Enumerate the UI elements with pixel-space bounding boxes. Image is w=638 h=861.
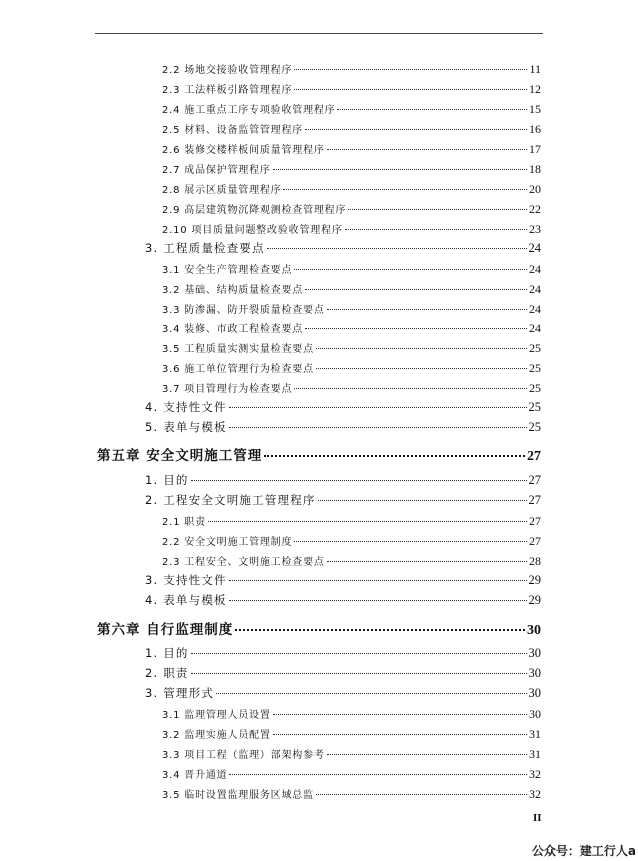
dot-leader xyxy=(316,794,527,795)
toc-entry-3-1[interactable] xyxy=(162,706,541,722)
dot-leader xyxy=(305,328,527,329)
dot-leader xyxy=(267,248,527,249)
toc-page-number: 24 xyxy=(529,282,541,296)
toc-entry-label: 第五章 安全文明施工管理 xyxy=(97,448,263,464)
toc-entry-label: 3. 管理形式 xyxy=(145,686,215,700)
toc-entry-label: 3.3 项目工程（监理）部架构参考 xyxy=(162,750,325,761)
toc-entry-1[interactable] xyxy=(145,645,541,661)
dot-leader xyxy=(294,541,527,542)
dot-leader xyxy=(191,480,527,481)
dot-leader xyxy=(294,69,527,70)
toc-page-number: 31 xyxy=(529,747,541,761)
toc-entry-label: 3.6 施工单位管理行为检查要点 xyxy=(162,364,314,375)
toc-entry-2-2[interactable] xyxy=(162,61,541,77)
toc-page-number: 24 xyxy=(529,262,541,276)
dot-leader xyxy=(294,89,527,90)
toc-entry-label: 2.2 场地交接验收管理程序 xyxy=(162,65,293,76)
toc-entry-label: 3.4 装修、市政工程检查要点 xyxy=(162,324,304,335)
toc-entry-label: 2.5 材料、设备监管管理程序 xyxy=(162,125,304,136)
toc-entry-label: 第六章 自行监理制度 xyxy=(97,622,234,638)
toc-page-number: 11 xyxy=(529,62,541,76)
toc-page-number: 29 xyxy=(528,573,541,587)
toc-page-number: 20 xyxy=(529,182,541,196)
toc-entry-3-4[interactable] xyxy=(162,766,541,782)
dot-leader xyxy=(191,673,527,674)
toc-entry-label: 2. 工程安全文明施工管理程序 xyxy=(145,493,316,507)
toc-entry-label: 3.5 临时设置监理服务区域总监 xyxy=(162,790,314,801)
toc-page-number: 27 xyxy=(528,473,541,487)
toc-page-number: 25 xyxy=(529,381,541,395)
toc-page-number: 30 xyxy=(528,666,541,680)
toc-entry-4[interactable] xyxy=(145,592,541,608)
toc-entry-label: 2.3 工程安全、文明施工检查要点 xyxy=(162,557,325,568)
dot-leader xyxy=(273,734,527,735)
toc-page-number: 17 xyxy=(529,142,541,156)
toc-entry-label: 3.4 晋升通道 xyxy=(162,770,228,781)
header-rule xyxy=(95,33,543,34)
dot-leader xyxy=(229,427,527,428)
toc-entry-label: 3.3 防渗漏、防开裂质量检查要点 xyxy=(162,305,325,316)
toc-entry-3-3[interactable] xyxy=(162,746,541,762)
dot-leader xyxy=(294,388,527,389)
toc-entry-5[interactable] xyxy=(145,419,541,435)
toc-page-number: 30 xyxy=(529,707,541,721)
toc-entry-label: 2.6 装修交楼样板间质量管理程序 xyxy=(162,145,325,156)
toc-chapter-6[interactable] xyxy=(97,618,541,639)
toc-page-number: 27 xyxy=(527,449,541,464)
dot-leader xyxy=(316,348,527,349)
toc-entry-label: 2.10 项目质量问题整改验收管理程序 xyxy=(162,225,343,236)
dot-leader xyxy=(191,653,527,654)
toc-chapter-5[interactable] xyxy=(97,444,541,465)
toc-entry-label: 3.1 监理管理人员设置 xyxy=(162,710,271,721)
toc-page-number: 32 xyxy=(529,787,541,801)
toc-entry-4[interactable] xyxy=(145,399,541,415)
toc-entry-2-7[interactable] xyxy=(162,161,541,177)
toc-page-number: 27 xyxy=(529,514,541,528)
watermark: 公众号：建工行人a xyxy=(531,844,636,858)
dot-leader xyxy=(273,169,527,170)
toc-entry-3-3[interactable] xyxy=(162,301,541,317)
toc-page-number: 32 xyxy=(529,767,541,781)
toc-entry-3-2[interactable] xyxy=(162,281,541,297)
toc-entry-3-7[interactable] xyxy=(162,380,541,396)
toc-page-number: 24 xyxy=(529,302,541,316)
toc-entry-2[interactable] xyxy=(145,492,541,508)
toc-page-number: 30 xyxy=(528,686,541,700)
dot-leader xyxy=(229,580,527,581)
toc-page-number: 25 xyxy=(528,420,541,434)
toc-entry-label: 5. 表单与模板 xyxy=(145,420,227,434)
dot-leader xyxy=(327,309,527,310)
toc-entry-2-2[interactable] xyxy=(162,533,541,549)
toc-entry-2-4[interactable] xyxy=(162,101,541,117)
toc-entry-label: 2.9 高层建筑物沉降观测检查管理程序 xyxy=(162,205,347,216)
toc-entry-label: 3. 支持性文件 xyxy=(145,573,227,587)
dot-leader xyxy=(229,774,527,775)
dot-leader xyxy=(348,209,527,210)
toc-entry-3-2[interactable] xyxy=(162,726,541,742)
toc-entry-2[interactable] xyxy=(145,665,541,681)
dot-leader xyxy=(318,500,527,501)
dot-leader xyxy=(264,455,525,457)
page-number-roman: II xyxy=(533,812,542,824)
toc-entry-label: 4. 支持性文件 xyxy=(145,400,227,414)
toc-entry-2-10[interactable] xyxy=(162,221,541,237)
dot-leader xyxy=(316,368,527,369)
toc-page-number: 28 xyxy=(529,554,541,568)
toc-page-number: 31 xyxy=(529,727,541,741)
toc-page-number: 22 xyxy=(529,202,541,216)
toc-entry-3[interactable] xyxy=(145,240,541,256)
dot-leader xyxy=(327,561,527,562)
toc-page-number: 25 xyxy=(529,361,541,375)
toc-entry-label: 3.2 基础、结构质量检查要点 xyxy=(162,285,304,296)
dot-leader xyxy=(229,407,527,408)
toc-entry-label: 3.1 安全生产管理检查要点 xyxy=(162,265,293,276)
toc-entry-3-5[interactable] xyxy=(162,340,541,356)
toc-entry-1[interactable] xyxy=(145,472,541,488)
toc-entry-3[interactable] xyxy=(145,685,541,701)
dot-leader xyxy=(327,754,527,755)
toc-page-number: 16 xyxy=(529,122,541,136)
toc-entry-label: 2.1 职责 xyxy=(162,517,206,528)
toc-entry-label: 2. 职责 xyxy=(145,666,189,680)
toc-page-number: 30 xyxy=(527,623,541,638)
toc-page-number: 25 xyxy=(529,341,541,355)
toc-entry-2-9[interactable] xyxy=(162,201,541,217)
toc-entry-3-5[interactable] xyxy=(162,786,541,802)
toc-page-number: 27 xyxy=(528,493,541,507)
toc-entry-3-4[interactable] xyxy=(162,320,541,336)
toc-entry-label: 2.2 安全文明施工管理制度 xyxy=(162,537,293,548)
toc-entry-label: 2.4 施工重点工序专项验收管理程序 xyxy=(162,105,336,116)
toc-entry-2-1[interactable] xyxy=(162,513,541,529)
dot-leader xyxy=(327,149,527,150)
dot-leader xyxy=(337,109,527,110)
dot-leader xyxy=(208,521,527,522)
dot-leader xyxy=(345,229,527,230)
dot-leader xyxy=(294,269,527,270)
toc-entry-2-3[interactable] xyxy=(162,553,541,569)
toc-entry-label: 2.3 工法样板引路管理程序 xyxy=(162,85,293,96)
toc-page-number: 29 xyxy=(528,593,541,607)
dot-leader xyxy=(273,714,527,715)
dot-leader xyxy=(235,629,525,631)
toc-page-number: 24 xyxy=(528,241,541,255)
dot-leader xyxy=(305,289,527,290)
toc-entry-label: 3.5 工程质量实测实量检查要点 xyxy=(162,344,314,355)
toc-entry-label: 2.8 展示区质量管理程序 xyxy=(162,185,282,196)
toc-page-number: 23 xyxy=(529,222,541,236)
dot-leader xyxy=(216,693,526,694)
toc-entry-label: 2.7 成品保护管理程序 xyxy=(162,165,271,176)
toc-page-number: 27 xyxy=(529,534,541,548)
toc-page-number: 12 xyxy=(529,82,541,96)
toc-entry-3-6[interactable] xyxy=(162,360,541,376)
toc-page-number: 15 xyxy=(529,102,541,116)
toc-page-number: 18 xyxy=(529,162,541,176)
toc-entry-label: 4. 表单与模板 xyxy=(145,593,227,607)
toc-entry-label: 3. 工程质量检查要点 xyxy=(145,241,265,255)
toc-entry-3[interactable] xyxy=(145,572,541,588)
dot-leader xyxy=(229,600,527,601)
toc-entry-2-6[interactable] xyxy=(162,141,541,157)
dot-leader xyxy=(283,189,527,190)
toc-entry-2-5[interactable] xyxy=(162,121,541,137)
toc-entry-label: 1. 目的 xyxy=(145,473,189,487)
toc-page-number: 24 xyxy=(529,321,541,335)
toc-entry-2-3[interactable] xyxy=(162,81,541,97)
toc-entry-2-8[interactable] xyxy=(162,181,541,197)
toc-entry-label: 3.7 项目管理行为检查要点 xyxy=(162,384,293,395)
toc-entry-3-1[interactable] xyxy=(162,261,541,277)
toc-entry-label: 3.2 监理实施人员配置 xyxy=(162,730,271,741)
toc-page-number: 30 xyxy=(528,646,541,660)
dot-leader xyxy=(305,129,527,130)
toc-page-number: 25 xyxy=(528,400,541,414)
toc-entry-label: 1. 目的 xyxy=(145,646,189,660)
